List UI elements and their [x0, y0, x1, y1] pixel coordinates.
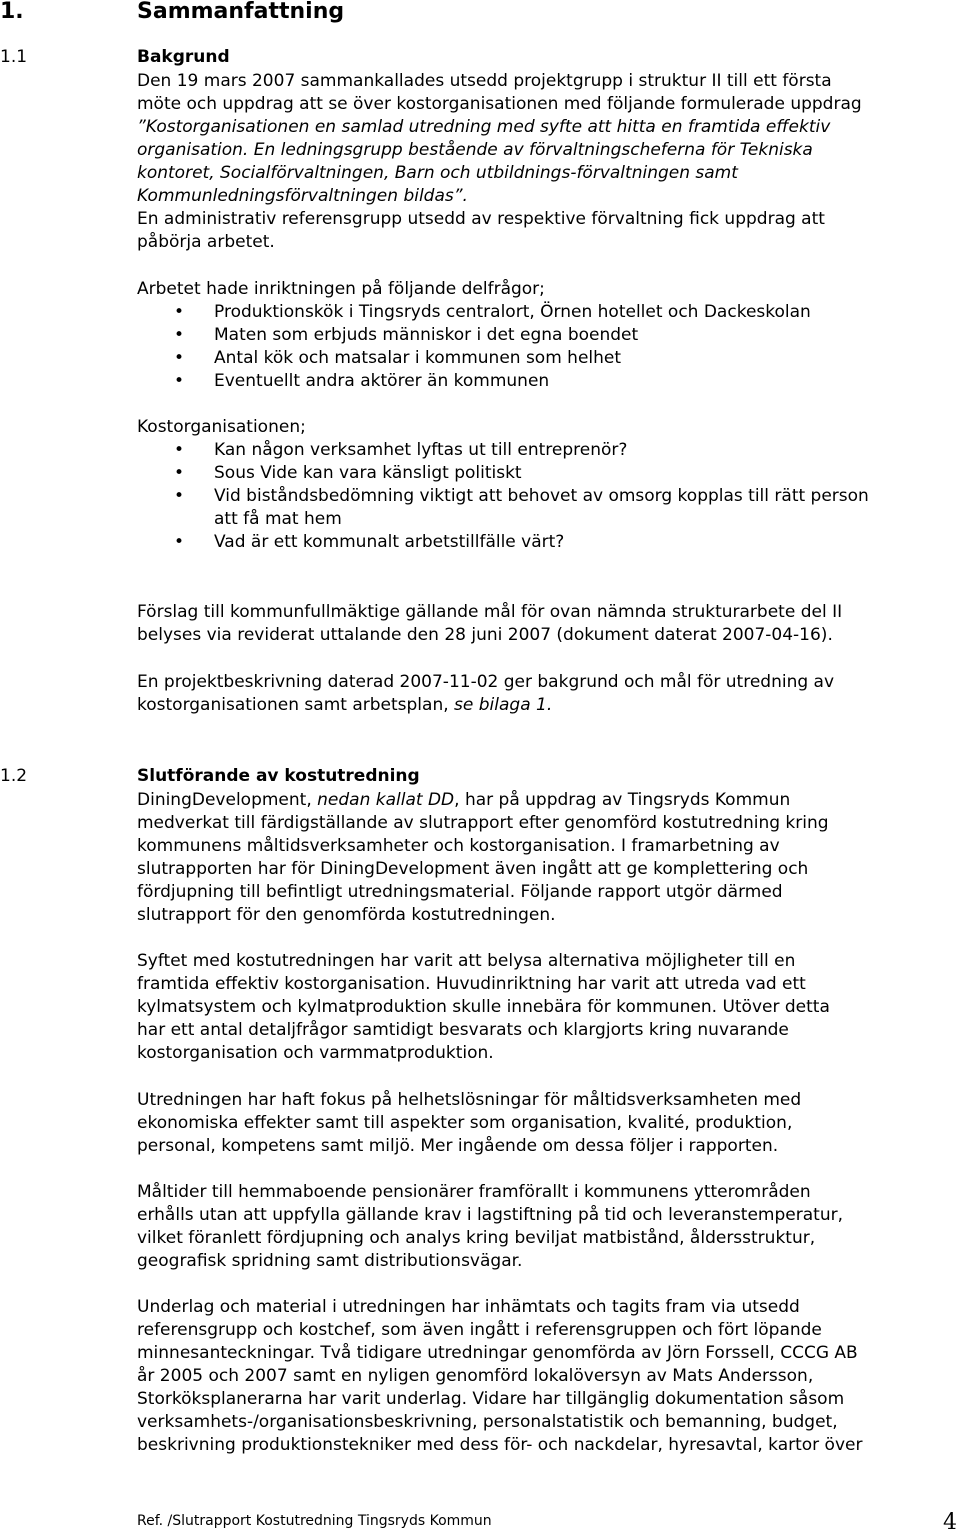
bullet-icon: • [174, 325, 185, 345]
list-item: • Kan någon verksamhet lyftas ut till entreprenör? [174, 440, 628, 460]
text-line: Den 19 mars 2007 sammankallades utsedd projektgrupp i struktur II till ett första [137, 71, 832, 91]
quote-line: kontoret, Socialförvaltningen, Barn och utbildnings-förvaltningen samt [137, 163, 738, 183]
quote-line: Kommunledningsförvaltningen bildas”. [137, 186, 468, 206]
list-item: • Produktionskök i Tingsryds centralort, Örnen hotellet och Dackeskolan [174, 302, 811, 322]
kost-label: Kostorganisationen; [137, 417, 306, 437]
bullet-icon: • [174, 463, 185, 483]
paragraph-4: Måltider till hemmaboende pensionärer framförallt i kommunens ytterområden erhålls utan att uppfylla gällande krav i lagstiftning på tid och leveranstemperatur, vilket föranlett fördjupning och analys kring beviljat matbistånd, åldersstruktur, geografisk spridning samt distributionsvägar. [137, 1182, 843, 1271]
proposal-paragraph: Förslag till kommunfullmäktige gällande mål för ovan nämnda strukturarbete del II belyses via reviderat uttalande den 28 juni 2007 (dokument daterat 2007-04-16). [137, 602, 843, 645]
list-item: • Vad är ett kommunalt arbetstillfälle värt? [174, 532, 565, 552]
section-number: 1.2 [0, 766, 28, 786]
chapter-title: Sammanfattning [137, 0, 345, 24]
text-line: möte och uppdrag att se över kostorganisationen med följande formulerade uppdrag [137, 94, 862, 114]
section-number: 1.1 [0, 47, 28, 67]
appendix-reference: se bilaga 1. [454, 695, 553, 715]
page-number: 4 [943, 1510, 957, 1535]
subquestions-list [137, 301, 957, 393]
paragraph-1: DiningDevelopment, nedan kallat DD, har på uppdrag av Tingsryds Kommun medverkat till färdigställande av slutrapport efter genomförd kostutredning kring kommunens måltidsverksamheter och kostorganisation. I framarbetning av slutrapporten har för DiningDevelopment även ingått att ge komplettering och fördjupning till befintligt utredningsmaterial. Följande rapport utgör därmed slutrapport för den genomförda kostutredningen. [137, 790, 829, 925]
list-item: • Antal kök och matsalar i kommunen som helhet [174, 348, 622, 368]
text-line: En administrativ referensgrupp utsedd av respektive förvaltning fick uppdrag att [137, 209, 825, 229]
list-item: • Sous Vide kan vara känsligt politiskt [174, 463, 522, 483]
bullet-icon: • [174, 348, 185, 368]
footer-reference: Ref. /Slutrapport Kostutredning Tingsryds Kommun [137, 1513, 492, 1529]
section-title: Bakgrund [137, 47, 230, 67]
list-item: • Eventuellt andra aktörer än kommunen [174, 371, 550, 391]
list-item: • Maten som erbjuds människor i det egna boendet [174, 325, 639, 345]
paragraph-2: Syftet med kostutredningen har varit att belysa alternativa möjligheter till en framtida effektiv kostorganisation. Huvudinriktning har varit att utreda vad ett kylmatsystem och kylmatproduktion skulle innebära för kommunen. Utöver detta har ett antal detaljfrågor samtidigt besvarats och klargjorts kring nuvarande kostorganisation och varmmatproduktion. [137, 951, 830, 1063]
quote-line: ”Kostorganisationen en samlad utredning med syfte att hitta en framtida effektiv [137, 117, 831, 137]
text-line: påbörja arbetet. [137, 232, 275, 252]
bullet-icon: • [174, 532, 185, 552]
bullet-icon: • [174, 302, 185, 322]
bullet-icon: • [174, 486, 185, 506]
section-title: Slutförande av kostutredning [137, 766, 420, 786]
project-paragraph: En projektbeskrivning daterad 2007-11-02 ger bakgrund och mål för utredning av kostorganisationen samt arbetsplan, se bilaga 1. [137, 672, 835, 715]
chapter-number: 1. [0, 0, 24, 24]
paragraph-3: Utredningen har haft fokus på helhetslösningar för måltidsverksamheten med ekonomiska effekter samt till aspekter som organisation, kvalité, produktion, personal, kompetens samt miljö. Mer ingående om dessa följer i rapporten. [137, 1090, 802, 1156]
quote-line: organisation. En ledningsgrupp bestående av förvaltningscheferna för Tekniska [137, 140, 813, 160]
bullet-icon: • [174, 440, 185, 460]
paragraph-5: Underlag och material i utredningen har inhämtats och tagits fram via utsedd referensgrupp och kostchef, som även ingått i referensgruppen och fört löpande minnesanteckningar. Två tidigare utredningar genomförda av Jörn Forssell, CCCG AB år 2005 och 2007 samt en nyligen genomförd lokalöversyn av Mats Andersson, Storköksplanerarna har varit underlag. Vidare har tillgänglig dokumentation såsom verksamhets-/organisationsbeskrivning, personalstatistik och bemanning, budget, beskrivning produktionstekniker med dess för- och nackdelar, hyresavtal, kartor över [137, 1297, 863, 1455]
list-item: • Vid biståndsbedömning viktigt att behovet av omsorg kopplas till rätt person att få mat hem [174, 486, 869, 529]
kost-list [137, 439, 957, 554]
subquestions-intro: Arbetet hade inriktningen på följande delfrågor; [137, 279, 545, 299]
bullet-icon: • [174, 371, 185, 391]
background-paragraph [137, 70, 957, 254]
